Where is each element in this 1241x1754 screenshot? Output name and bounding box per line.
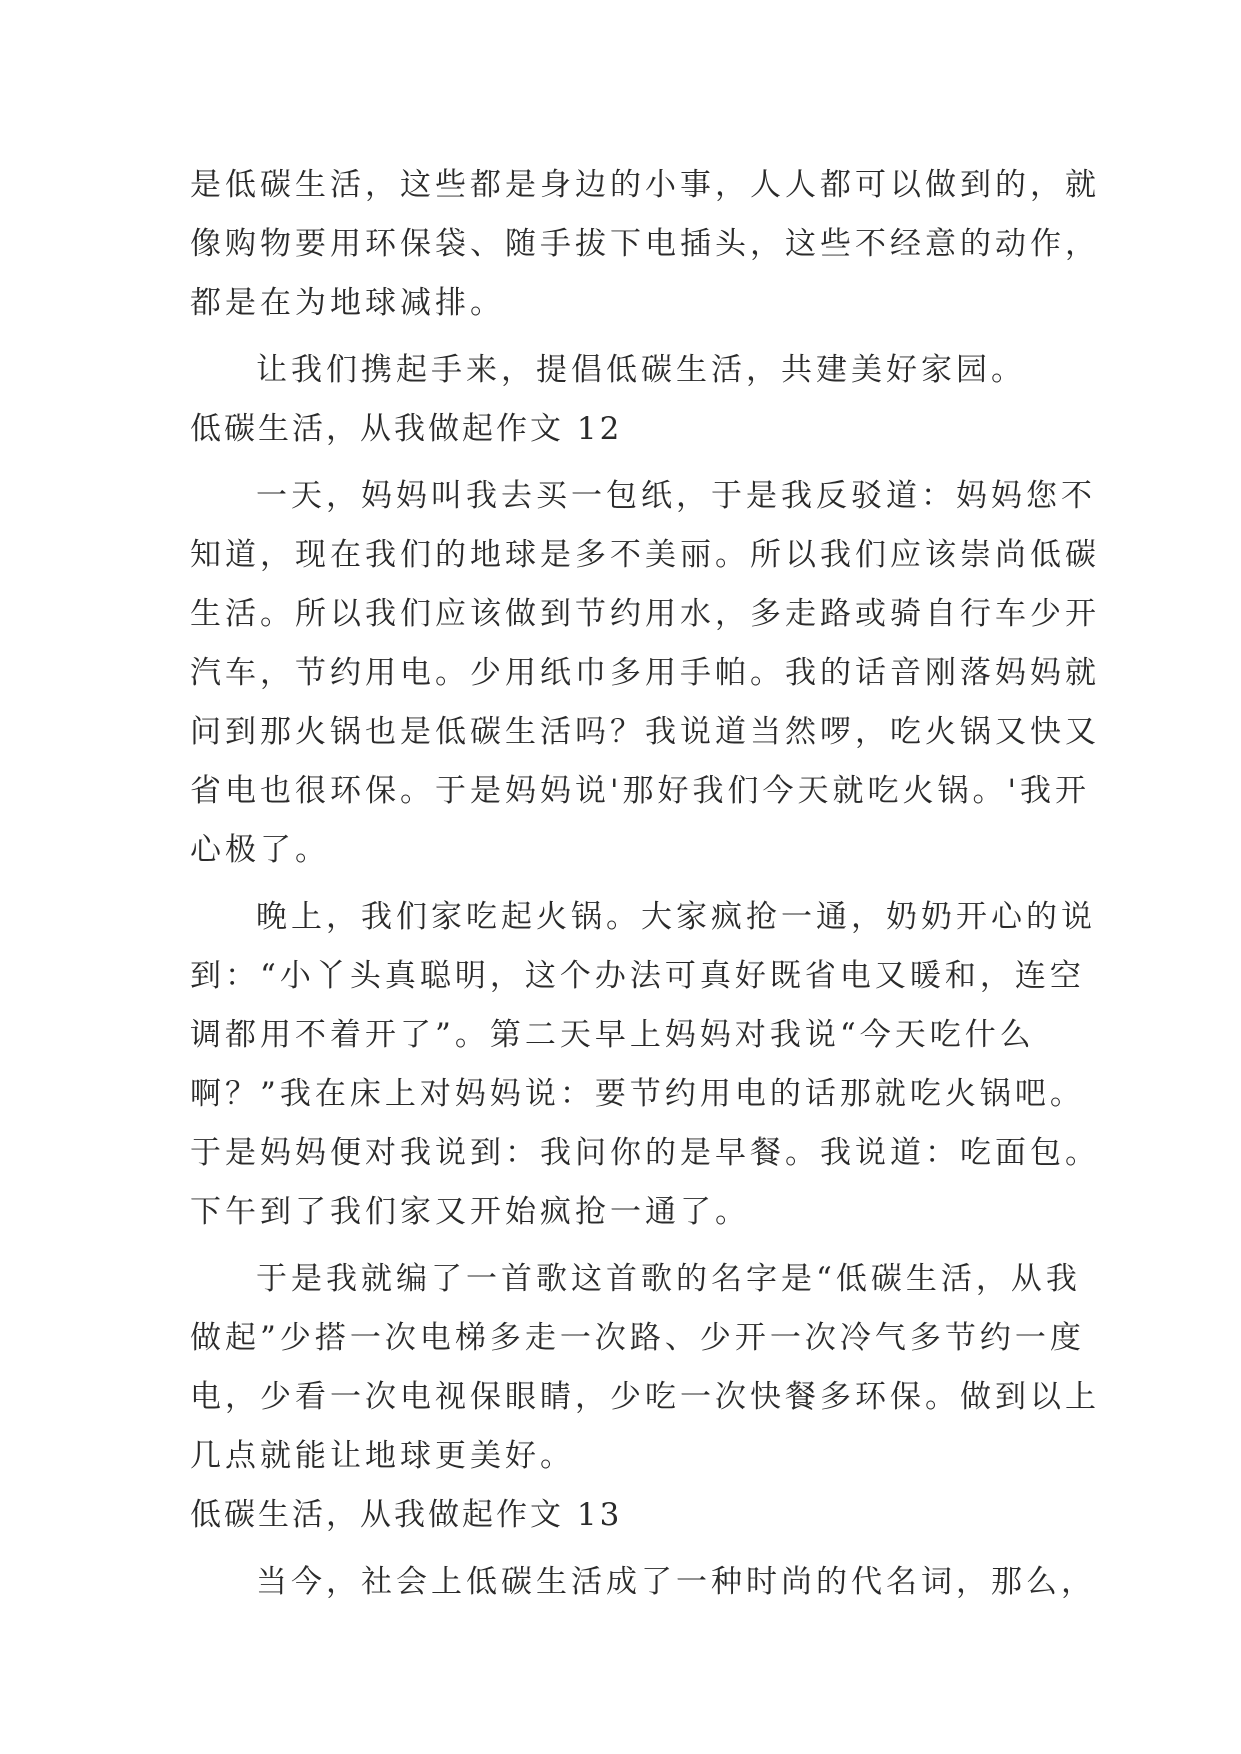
paragraph-line: 省电也很环保。于是妈妈说'那好我们今天就吃火锅。'我开 <box>190 773 1091 809</box>
paragraph-line: 汽车，节约用电。少用纸巾多用手帕。我的话音刚落妈妈就 <box>190 655 1100 691</box>
document-body <box>190 156 1100 1612</box>
paragraph-line: 啊？”我在床上对妈妈说：要节约用电的话那就吃火锅吧。 <box>190 1076 1085 1112</box>
paragraph-line: 做起”少搭一次电梯多走一次路、少开一次冷气多节约一度 <box>190 1320 1085 1356</box>
paragraph-first-line: 晚上，我们家吃起火锅。大家疯抢一通，奶奶开心的说 <box>256 899 1096 935</box>
paragraph-line: 都是在为地球减排。 <box>190 285 505 321</box>
paragraph-line: 像购物要用环保袋、随手拔下电插头，这些不经意的动作， <box>190 226 1100 262</box>
paragraph-first-line: 一天，妈妈叫我去买一包纸，于是我反驳道：妈妈您不 <box>256 478 1096 514</box>
paragraph-line: 调都用不着开了”。第二天早上妈妈对我说“今天吃什么 <box>190 1017 1035 1053</box>
paragraph-line: 生活。所以我们应该做到节约用水，多走路或骑自行车少开 <box>190 596 1100 632</box>
paragraph-line: 下午到了我们家又开始疯抢一通了。 <box>190 1194 750 1230</box>
paragraph-first-line: 让我们携起手来，提倡低碳生活，共建美好家园。 <box>256 352 1026 388</box>
paragraph-line: 心极了。 <box>190 832 330 868</box>
paragraph-line: 几点就能让地球更美好。 <box>190 1438 575 1474</box>
paragraph-first-line: 当今，社会上低碳生活成了一种时尚的代名词，那么， <box>256 1564 1096 1600</box>
paragraph-line: 于是妈妈便对我说到：我问你的是早餐。我说道：吃面包。 <box>190 1135 1100 1171</box>
paragraph-line: 问到那火锅也是低碳生活吗？我说道当然啰，吃火锅又快又 <box>190 714 1100 750</box>
paragraph-line: 电，少看一次电视保眼睛，少吃一次快餐多环保。做到以上 <box>190 1379 1100 1415</box>
paragraph-first-line: 于是我就编了一首歌这首歌的名字是“低碳生活，从我 <box>256 1261 1081 1297</box>
paragraph-line: 是低碳生活，这些都是身边的小事，人人都可以做到的，就 <box>190 167 1100 203</box>
paragraph-line: 到：“小丫头真聪明，这个办法可真好既省电又暖和，连空 <box>190 958 1085 994</box>
section-heading: 低碳生活，从我做起作文 12 <box>190 411 623 447</box>
paragraph-line: 知道，现在我们的地球是多不美丽。所以我们应该崇尚低碳 <box>190 537 1100 573</box>
section-heading: 低碳生活，从我做起作文 13 <box>190 1497 623 1533</box>
